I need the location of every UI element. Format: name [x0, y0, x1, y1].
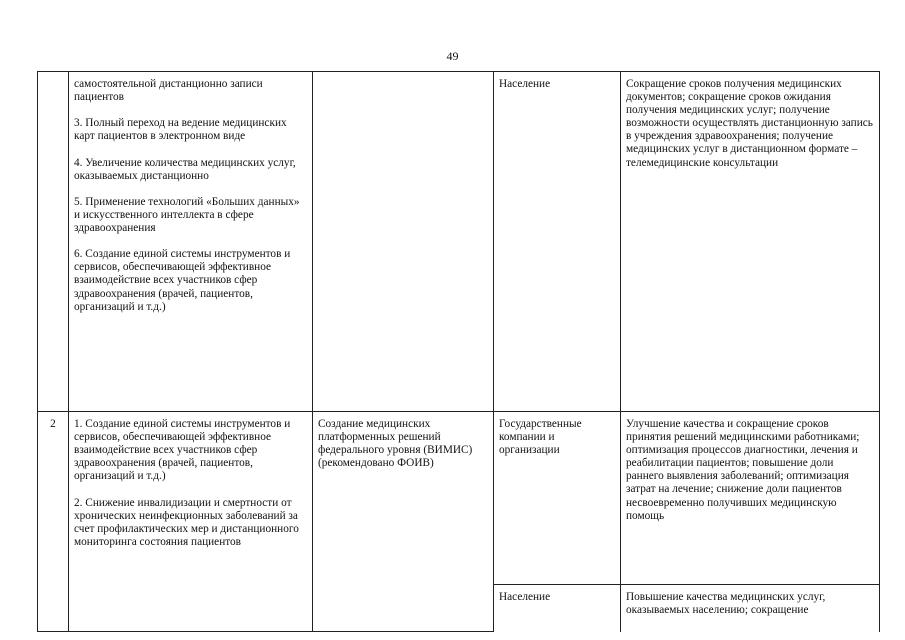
effect-cell: Повышение качества медицинских услуг, оказываемых населению; сокращение — [621, 585, 880, 632]
solution-cell — [313, 72, 494, 412]
tasks-cell — [69, 72, 313, 412]
effect-cell: Улучшение качества и сокращение сроков принятия решений медицинскими работниками; оптимизация процессов диагностики, лечения и реабилитации пациентов; повышение доли раннего выявления заболеваний; оптимизация затрат на лечение; снижение доли пациентов несвоевременно получивших медицинскую помощь — [621, 412, 880, 585]
table-row — [38, 72, 880, 412]
page-number: 49 — [446, 49, 459, 63]
row-number-cell — [38, 72, 69, 412]
group-cell: Государственные компании и организации — [494, 412, 621, 585]
task-item: 3. Полный переход на ведение медицинских карт пациентов в электронном виде — [74, 117, 287, 143]
task-item: 2. Снижение инвалидизации и смертности от хронических неинфекционных заболеваний за счет профилактических мер и дистанционного мониторинга состояния пациентов — [74, 496, 299, 548]
table-row — [38, 412, 880, 585]
solution-cell: Создание медицинских платформенных решений федерального уровня (ВИМИС) (рекомендовано ФОИВ) — [313, 412, 494, 632]
task-item: 5. Применение технологий «Больших данных» и искусственного интеллекта в сфере здравоохранения — [74, 195, 300, 235]
task-item: 1. Создание единой системы инструментов и сервисов, обеспечивающей эффективное взаимодействие всех участников сфер здравоохранения (врачей, пациентов, организаций и т.д.) — [74, 418, 291, 483]
row-number-cell: 2 — [38, 412, 69, 632]
document-table — [37, 71, 880, 632]
task-item: самостоятельной дистанционно записи пациентов — [74, 78, 263, 104]
task-item: 4. Увеличение количества медицинских услуг, оказываемых дистанционно — [74, 156, 296, 182]
group-cell: Население — [494, 72, 621, 412]
effect-cell: Сокращение сроков получения медицинских документов; сокращение сроков ожидания получения медицинских услуг; получение возможности осуществлять дистанционную запись в учреждения здравоохранения; получение медицинских услуг в дистанционном формате – телемедицинские консультации — [621, 72, 880, 412]
group-cell: Население — [494, 585, 621, 632]
tasks-cell — [69, 412, 313, 632]
task-item: 6. Создание единой системы инструментов и сервисов, обеспечивающей эффективное взаимодействие всех участников сфер здравоохранения (врачей, пациентов, организаций и т.д.) — [74, 248, 291, 313]
